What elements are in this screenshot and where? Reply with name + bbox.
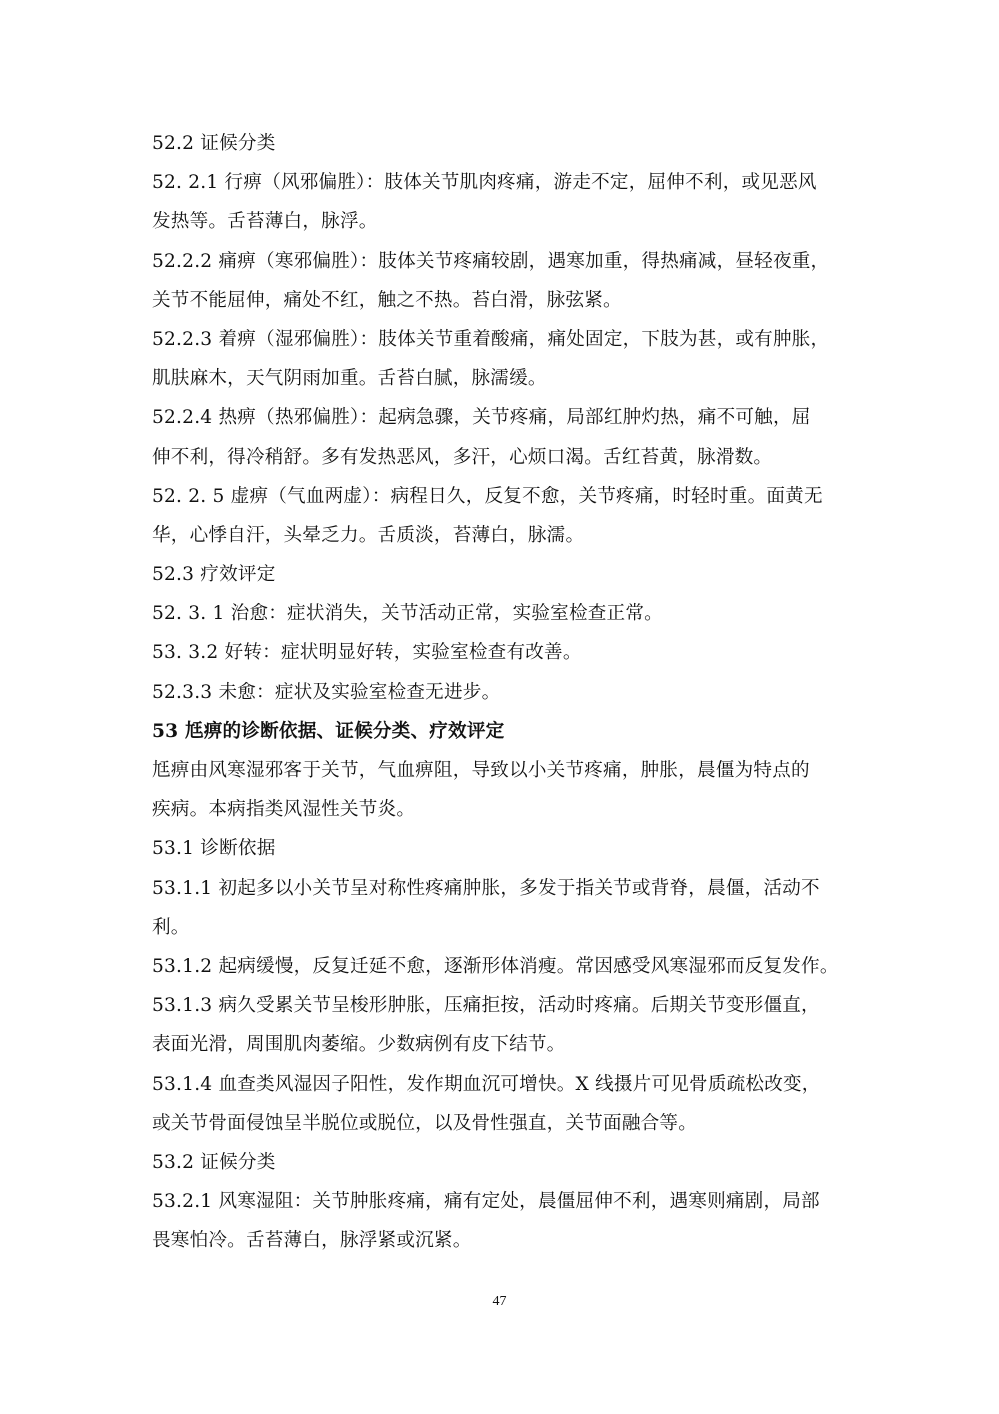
paragraph-line: 尪痹由风寒湿邪客于关节，气血痹阻，导致以小关节疼痛，肿胀，晨僵为特点的 [152, 760, 810, 781]
paragraph-line: 肌肤麻木，天气阴雨加重。舌苔白腻，脉濡缓。 [152, 368, 547, 390]
paragraph-line: 52. 3. 1 治愈：症状消失，关节活动正常，实验室检查正常。 [152, 603, 663, 625]
document-body [152, 124, 852, 1260]
section-heading-53-2: 53.2 证候分类 [152, 1151, 276, 1173]
paragraph-line: 表面光滑，周围肌肉萎缩。少数病例有皮下结节。 [152, 1034, 566, 1056]
paragraph-line: 52.2.3 着痹（湿邪偏胜）：肢体关节重着酸痛，痛处固定，下肢为甚，或有肿胀， [152, 328, 830, 350]
page-number: 47 [492, 1294, 507, 1309]
paragraph-line: 53.2.1 风寒湿阻：关节肿胀疼痛，痛有定处，晨僵屈伸不利，遇寒则痛剧，局部 [152, 1191, 820, 1213]
paragraph-line: 畏寒怕冷。舌苔薄白，脉浮紧或沉紧。 [152, 1230, 472, 1252]
paragraph-line: 53. 3.2 好转：症状明显好转，实验室检查有改善。 [152, 642, 582, 664]
paragraph-line: 52. 2.1 行痹（风邪偏胜）：肢体关节肌肉疼痛，游走不定，屈伸不利，或见恶风 [152, 172, 817, 194]
paragraph-line: 52.2.2 痛痹（寒邪偏胜）：肢体关节疼痛较剧，遇寒加重，得热痛减，昼轻夜重， [152, 250, 830, 272]
chapter-heading-53: 53 尪痹的诊断依据、证候分类、疗效评定 [152, 720, 505, 742]
paragraph-line: 伸不利，得冷稍舒。多有发热恶风，多汗，心烦口渴。舌红苔黄，脉滑数。 [152, 446, 773, 468]
paragraph-line: 53.1.2 起病缓慢，反复迁延不愈，逐渐形体消瘦。常因感受风寒湿邪而反复发作。 [152, 955, 839, 977]
paragraph-line: 53.1.4 血查类风湿因子阳性，发作期血沉可增快。X 线摄片可见骨质疏松改变， [152, 1073, 821, 1095]
section-heading-52-3: 52.3 疗效评定 [152, 564, 276, 586]
paragraph-line: 52. 2. 5 虚痹（气血两虚）：病程日久，反复不愈，关节疼痛，时轻时重。面黄无 [152, 485, 823, 507]
section-heading-53-1: 53.1 诊断依据 [152, 838, 276, 860]
paragraph-line: 关节不能屈伸，痛处不红，触之不热。苔白滑，脉弦紧。 [152, 289, 622, 311]
paragraph-line: 52.3.3 未愈：症状及实验室检查无进步。 [152, 681, 501, 703]
paragraph-line: 疾病。本病指类风湿性关节炎。 [152, 799, 416, 821]
paragraph-line: 53.1.1 初起多以小关节呈对称性疼痛肿胀，多发于指关节或背脊，晨僵，活动不 [152, 877, 820, 899]
paragraph-line: 52.2.4 热痹（热邪偏胜）：起病急骤，关节疼痛，局部红肿灼热，痛不可触，屈 [152, 407, 811, 429]
paragraph-line: 53.1.3 病久受累关节呈梭形肿胀，压痛拒按，活动时疼痛。后期关节变形僵直， [152, 995, 820, 1017]
paragraph-line: 发热等。舌苔薄白，脉浮。 [152, 211, 378, 233]
paragraph-line: 华，心悸自汗，头晕乏力。舌质淡，苔薄白，脉濡。 [152, 524, 585, 546]
section-heading-52-2: 52.2 证候分类 [152, 133, 276, 154]
paragraph-line: 利。 [152, 916, 190, 938]
paragraph-line: 或关节骨面侵蚀呈半脱位或脱位，以及骨性强直，关节面融合等。 [152, 1112, 698, 1134]
